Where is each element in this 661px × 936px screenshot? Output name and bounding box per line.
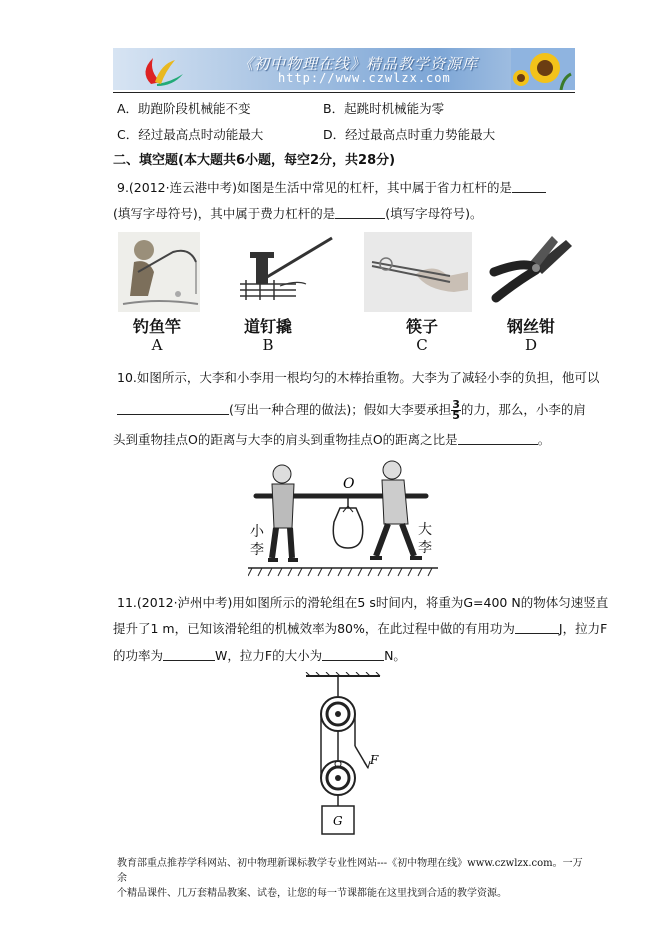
option-d: D．经过最高点时重力势能最大 [323, 127, 496, 142]
letter-c: C [416, 336, 428, 354]
label-spike-lever: 道钉撬 [243, 317, 292, 336]
footer-line1: 教育部重点推荐学科网站、初中物理新课标教学专业性网站---《初中物理在线》www.czwlzx.com。一万余 [117, 858, 583, 884]
q11-line3 [113, 648, 406, 664]
q9-blank2[interactable] [335, 206, 385, 219]
q10-blank1[interactable] [117, 402, 229, 415]
label-xiao-li: 小李 [250, 524, 264, 558]
q11-line1: 11.(2012·泸州中考)用如图所示的滑轮组在5 s时间内，将重为G=400 N的物体匀速竖直 [117, 595, 609, 610]
chopsticks-image [364, 232, 472, 312]
letter-b: B [262, 336, 274, 354]
q11-text3a: 的功率为 [113, 648, 164, 663]
fraction-numerator: 3 [452, 398, 460, 411]
site-logo-icon [131, 52, 191, 88]
q11-text2a: 提升了1 m，已知该滑轮组的机械效率为80%，在此过程中做的有用功为 [113, 621, 515, 636]
label-chopsticks: 筷子 [405, 317, 438, 336]
q11-text3b: W，拉力F的大小为 [215, 648, 323, 663]
banner-title: 《初中物理在线》精品教学资源库 [238, 55, 479, 73]
header-banner [113, 48, 575, 90]
footer-line2: 个精品课件、几万套精品教案、试卷，让您的每一节课都能在这里找到合适的教学资源。 [117, 888, 507, 899]
q11-blank1[interactable] [515, 621, 559, 634]
footer [117, 856, 587, 901]
q10-text3b: 。 [537, 432, 551, 447]
header-rule [113, 92, 575, 93]
label-pliers: 钢丝钳 [506, 317, 555, 336]
q9-text2b: (填写字母符号)。 [385, 206, 483, 221]
weight-label: G [333, 814, 343, 828]
q9-line1 [117, 180, 546, 196]
q10-text3a: 头到重物挂点O的距离与大李的肩头到重物挂点O的距离之比是 [113, 432, 458, 447]
letter-d: D [524, 336, 538, 354]
q11-text3c: N。 [384, 648, 406, 663]
q11-line2 [113, 621, 607, 637]
letter-a: A [151, 336, 163, 354]
option-c: C．经过最高点时动能最大 [117, 127, 264, 142]
spike-lever-image [236, 232, 336, 312]
q9-blank1[interactable] [512, 180, 546, 193]
q9-line2 [113, 206, 483, 222]
option-a: A．助跑阶段机械能不变 [117, 101, 251, 116]
q10-text2b: 的力，那么，小李的肩 [460, 402, 586, 417]
carry-pole-figure [248, 456, 438, 580]
label-fishing-rod: 钓鱼竿 [132, 317, 181, 336]
pliers-image [486, 232, 578, 312]
q10-text2a: (写出一种合理的做法)；假如大李要承担 [229, 402, 452, 417]
fraction [451, 400, 461, 421]
q9-text2a: (填写字母符号)，其中属于费力杠杆的是 [113, 206, 336, 221]
q9-text1: 9.(2012·连云港中考)如图是生活中常见的杠杆，其中属于省力杠杆的是 [117, 180, 512, 195]
q10-line1: 10.如图所示，大李和小李用一根均匀的木棒抬重物。大李为了减轻小李的负担，他可以 [117, 370, 600, 385]
force-label: F [370, 753, 379, 767]
option-b: B．起跳时机械能为零 [323, 101, 445, 116]
q11-blank3[interactable] [322, 648, 384, 661]
sunflower-icon [511, 48, 575, 90]
pivot-label: O [343, 476, 355, 492]
fishing-rod-image [118, 232, 200, 312]
banner-url[interactable]: http://www.czwlzx.com [278, 71, 451, 85]
q10-line3 [113, 432, 550, 448]
section-heading: 二、填空题(本大题共6小题，每空2分，共28分) [113, 153, 396, 168]
pulley-figure [298, 672, 388, 840]
q11-text2b: J，拉力F [558, 621, 608, 636]
q10-line2 [117, 400, 586, 421]
q11-blank2[interactable] [163, 648, 215, 661]
label-da-li: 大李 [418, 522, 432, 556]
fraction-denominator: 5 [452, 409, 460, 422]
q10-blank2[interactable] [458, 432, 538, 445]
